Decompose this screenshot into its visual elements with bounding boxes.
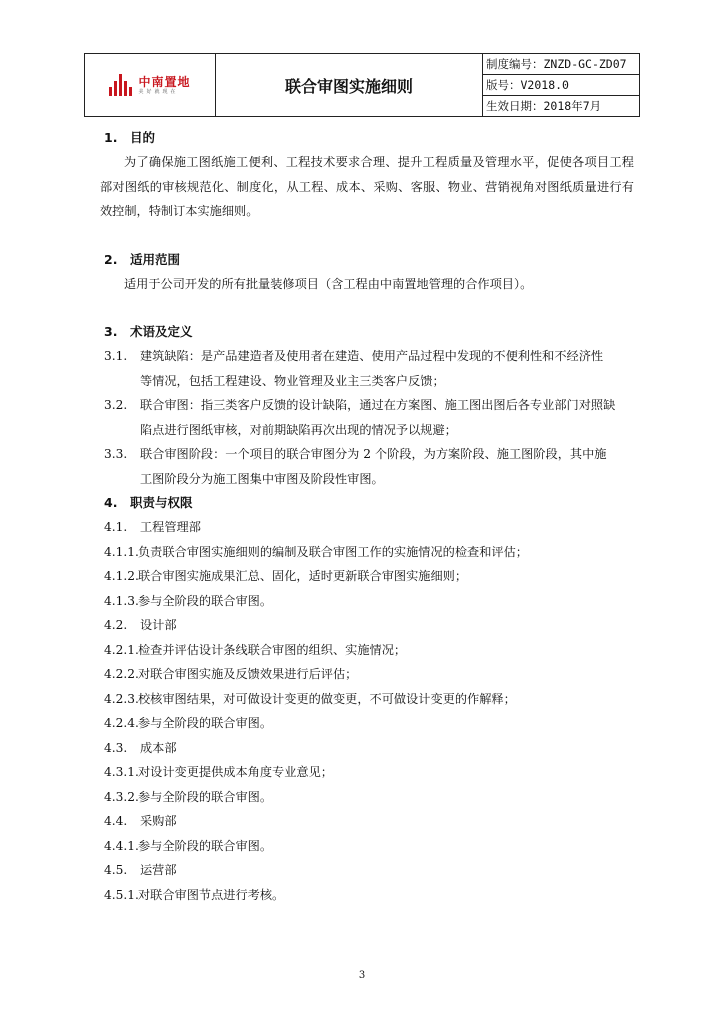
- responsibility-list: [104, 515, 634, 907]
- logo-cell: [85, 54, 216, 116]
- section-heading: 4. 职责与权限: [104, 495, 193, 510]
- responsibility-item: 4.2.2.对联合审图实施及反馈效果进行后评估；: [104, 667, 358, 681]
- logo-bars-icon: [109, 74, 132, 96]
- department-heading: 4.5. 运营部: [104, 863, 177, 877]
- responsibility-item: 4.1.3.参与全阶段的联合审图。: [104, 593, 273, 608]
- responsibility-item: 4.4.1.参与全阶段的联合审图。: [104, 838, 273, 853]
- responsibility-item: 4.2.4.参与全阶段的联合审图。: [104, 716, 273, 730]
- department-heading: 4.1. 工程管理部: [104, 520, 201, 534]
- section-heading: 1. 目的: [104, 130, 156, 145]
- department-heading: 4.3. 成本部: [104, 740, 177, 755]
- logo-name: 中南置地: [138, 74, 191, 89]
- definition-item: 3.2. 联合审图：指三类客户反馈的设计缺陷，通过在方案图、施工图出图后各专业部门对照缺 陷点进行图纸审核，对前期缺陷再次出现的情况予以规避；: [104, 398, 616, 437]
- page-number: 3: [358, 970, 366, 981]
- definition-item: 3.3. 联合审图阶段：一个项目的联合审图分为 2 个阶段，为方案阶段、施工图阶段，其中施 工图阶段分为施工图集中审图及阶段性审图。: [104, 447, 607, 486]
- section-heading: 2. 适用范围: [104, 251, 181, 267]
- doc-number: 制度编号：ZNZD-GC-ZD07: [483, 54, 639, 75]
- responsibility-item: 4.2.1.检查并评估设计条线联合审图的组织、实施情况；: [104, 642, 407, 657]
- section-paragraph: 为了确保施工图纸施工便利、工程技术要求合理、提升工程质量及管理水平，促使各项目工程部对图纸的审核规范化、制度化，从工程、成本、采购、客服、物业、营销视角对图纸质量进行有效控制，特制订本实施细则。: [100, 155, 634, 218]
- responsibility-item: 4.2.3.校核审图结果，对可做设计变更的做变更，不可做设计变更的作解释；: [104, 691, 516, 706]
- department-heading: 4.2. 设计部: [104, 618, 177, 632]
- document-header: [84, 53, 640, 117]
- document-info: [483, 54, 639, 116]
- responsibility-item: 4.1.1.负责联合审图实施细则的编制及联合审图工作的实施情况的检查和评估；: [104, 544, 528, 559]
- logo-slogan: 美好就现在: [138, 88, 179, 95]
- doc-effective-date: 生效日期：2018年7月: [486, 99, 602, 113]
- responsibility-item: 4.3.2.参与全阶段的联合审图。: [104, 789, 273, 804]
- responsibility-item: 4.5.1.对联合审图节点进行考核。: [104, 887, 285, 902]
- document-title: 联合审图实施细则: [216, 54, 483, 116]
- responsibility-item: 4.3.1.对设计变更提供成本角度专业意见；: [104, 765, 333, 779]
- doc-version: 版号：V2018.0: [483, 75, 639, 96]
- document-body: [100, 126, 634, 907]
- definition-item: 3.1. 建筑缺陷：是产品建造者及使用者在建造、使用产品过程中发现的不便利性和不经济性 等情况，包括工程建设、物业管理及业主三类客户反馈；: [104, 349, 604, 388]
- section-heading: 3. 术语及定义: [104, 324, 193, 339]
- responsibility-item: 4.1.2.联合审图实施成果汇总、固化，适时更新联合审图实施细则；: [104, 569, 468, 583]
- department-heading: 4.4. 采购部: [104, 814, 177, 828]
- company-logo: [109, 74, 190, 96]
- section-paragraph: 适用于公司开发的所有批量装修项目（含工程由中南置地管理的合作项目）。: [124, 276, 533, 291]
